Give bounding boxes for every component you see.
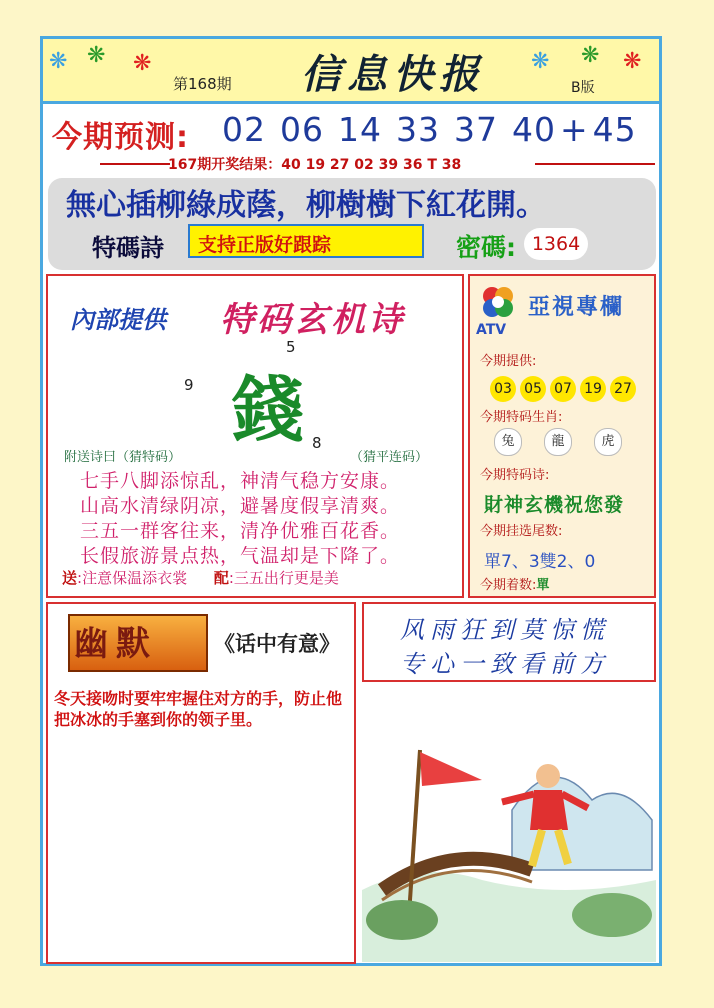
forecast-number: 40 <box>512 110 556 149</box>
joke-text: 冬天接吻时要牢牢握住对方的手，防止他把冰冰的手塞到你的领子里。 <box>54 689 343 729</box>
bush-shape <box>366 900 438 940</box>
send-label: 送 <box>62 569 78 587</box>
verse-line: 山高水清绿阴凉，避暑度假享清爽。 <box>80 495 401 517</box>
flower-icon: ❋ <box>531 49 550 74</box>
count-label: 今期着数: <box>480 578 537 593</box>
zodiac-badge: 虎 <box>594 428 622 456</box>
divider <box>535 163 655 165</box>
forecast-numbers <box>222 110 651 149</box>
bridge-illustration <box>362 690 656 962</box>
provide-label: 今期提供: <box>480 354 537 369</box>
riddle-character: 錢 <box>232 367 305 452</box>
flower-icon: ❋ <box>581 43 600 68</box>
forecast-label: 今期预测: <box>52 120 189 155</box>
figure-head <box>536 764 560 788</box>
password-label: 密碼: <box>456 233 516 262</box>
header-banner <box>43 39 659 104</box>
humor-subtitle: 《话中有意》 <box>214 632 340 656</box>
flower-icon: ❋ <box>87 43 106 68</box>
poem-line: 無心插柳綠成蔭，柳樹樹下紅花開。 <box>66 188 546 223</box>
zodiac-badge: 龍 <box>544 428 572 456</box>
edition-label: B版 <box>571 80 595 96</box>
slogan-line: 专心一致看前方 <box>400 650 610 678</box>
forecast-number: 37 <box>454 110 498 149</box>
slogan-line: 风雨狂到莫惊慌 <box>400 616 610 644</box>
poem-label: 今期特码诗: <box>480 468 550 483</box>
count-line <box>480 574 549 593</box>
humor-word: 幽默 <box>74 624 158 664</box>
riddle-number: 9 <box>184 376 194 394</box>
number-ball: 19 <box>580 376 606 402</box>
send-line <box>62 567 339 588</box>
forecast-number: 02 <box>222 110 266 149</box>
riddle-number: 5 <box>286 338 296 356</box>
count-value: 單 <box>536 578 550 593</box>
zodiac-label: 今期特码生肖: <box>480 410 563 425</box>
number-ball: 27 <box>610 376 636 402</box>
send-text: :注意保温添衣裳 <box>77 569 188 587</box>
verse-line: 七手八脚添惊乱，神清气稳方安康。 <box>80 470 401 492</box>
number-ball: 03 <box>490 376 516 402</box>
bush-shape <box>572 893 652 937</box>
flower-icon: ❋ <box>133 51 152 76</box>
pair-label: 配 <box>213 569 229 587</box>
gift-label-right: （猜平连码） <box>350 450 429 465</box>
forecast-number: 06 <box>280 110 324 149</box>
atv-title: 亞視專欄 <box>528 295 625 320</box>
atv-poem: 財神玄機祝您發 <box>484 494 625 516</box>
tail-value: 單7、3雙2、0 <box>484 552 596 572</box>
page-title: 信息快报 <box>301 51 485 98</box>
special-poem-text: 支持正版好跟踪 <box>198 234 332 256</box>
forecast-special-number: 45 <box>592 110 637 149</box>
last-result: 167期开奖结果：40 19 27 02 39 36 T 38 <box>168 157 462 173</box>
forecast-plus: + <box>560 110 589 149</box>
zodiac-badge: 兔 <box>494 428 522 456</box>
password-value: 1364 <box>524 228 588 260</box>
pair-text: :三五出行更是美 <box>228 569 339 587</box>
verse-line: 三五一群客往来，清净优雅百花香。 <box>80 520 401 542</box>
tail-label: 今期挂选尾数: <box>480 524 563 539</box>
gift-label-left: 附送诗曰（猜特码） <box>64 450 182 465</box>
flag-icon <box>420 752 482 786</box>
verse-line: 长假旅游景点热，气温却是下降了。 <box>80 545 401 567</box>
riddle-number: 8 <box>312 434 322 452</box>
divider <box>100 163 170 165</box>
number-ball: 07 <box>550 376 576 402</box>
flower-icon: ❋ <box>623 49 642 74</box>
forecast-number: 14 <box>338 110 382 149</box>
atv-logo-icon <box>478 284 518 320</box>
flower-icon: ❋ <box>49 49 68 74</box>
internal-label: 內部提供 <box>70 306 166 334</box>
number-ball: 05 <box>520 376 546 402</box>
forecast-number: 33 <box>396 110 440 149</box>
special-poem-label: 特碼詩 <box>92 234 164 262</box>
issue-number: 第168期 <box>173 75 232 93</box>
atv-logo-text: ATV <box>476 322 507 338</box>
riddle-title: 特码玄机诗 <box>220 300 405 340</box>
